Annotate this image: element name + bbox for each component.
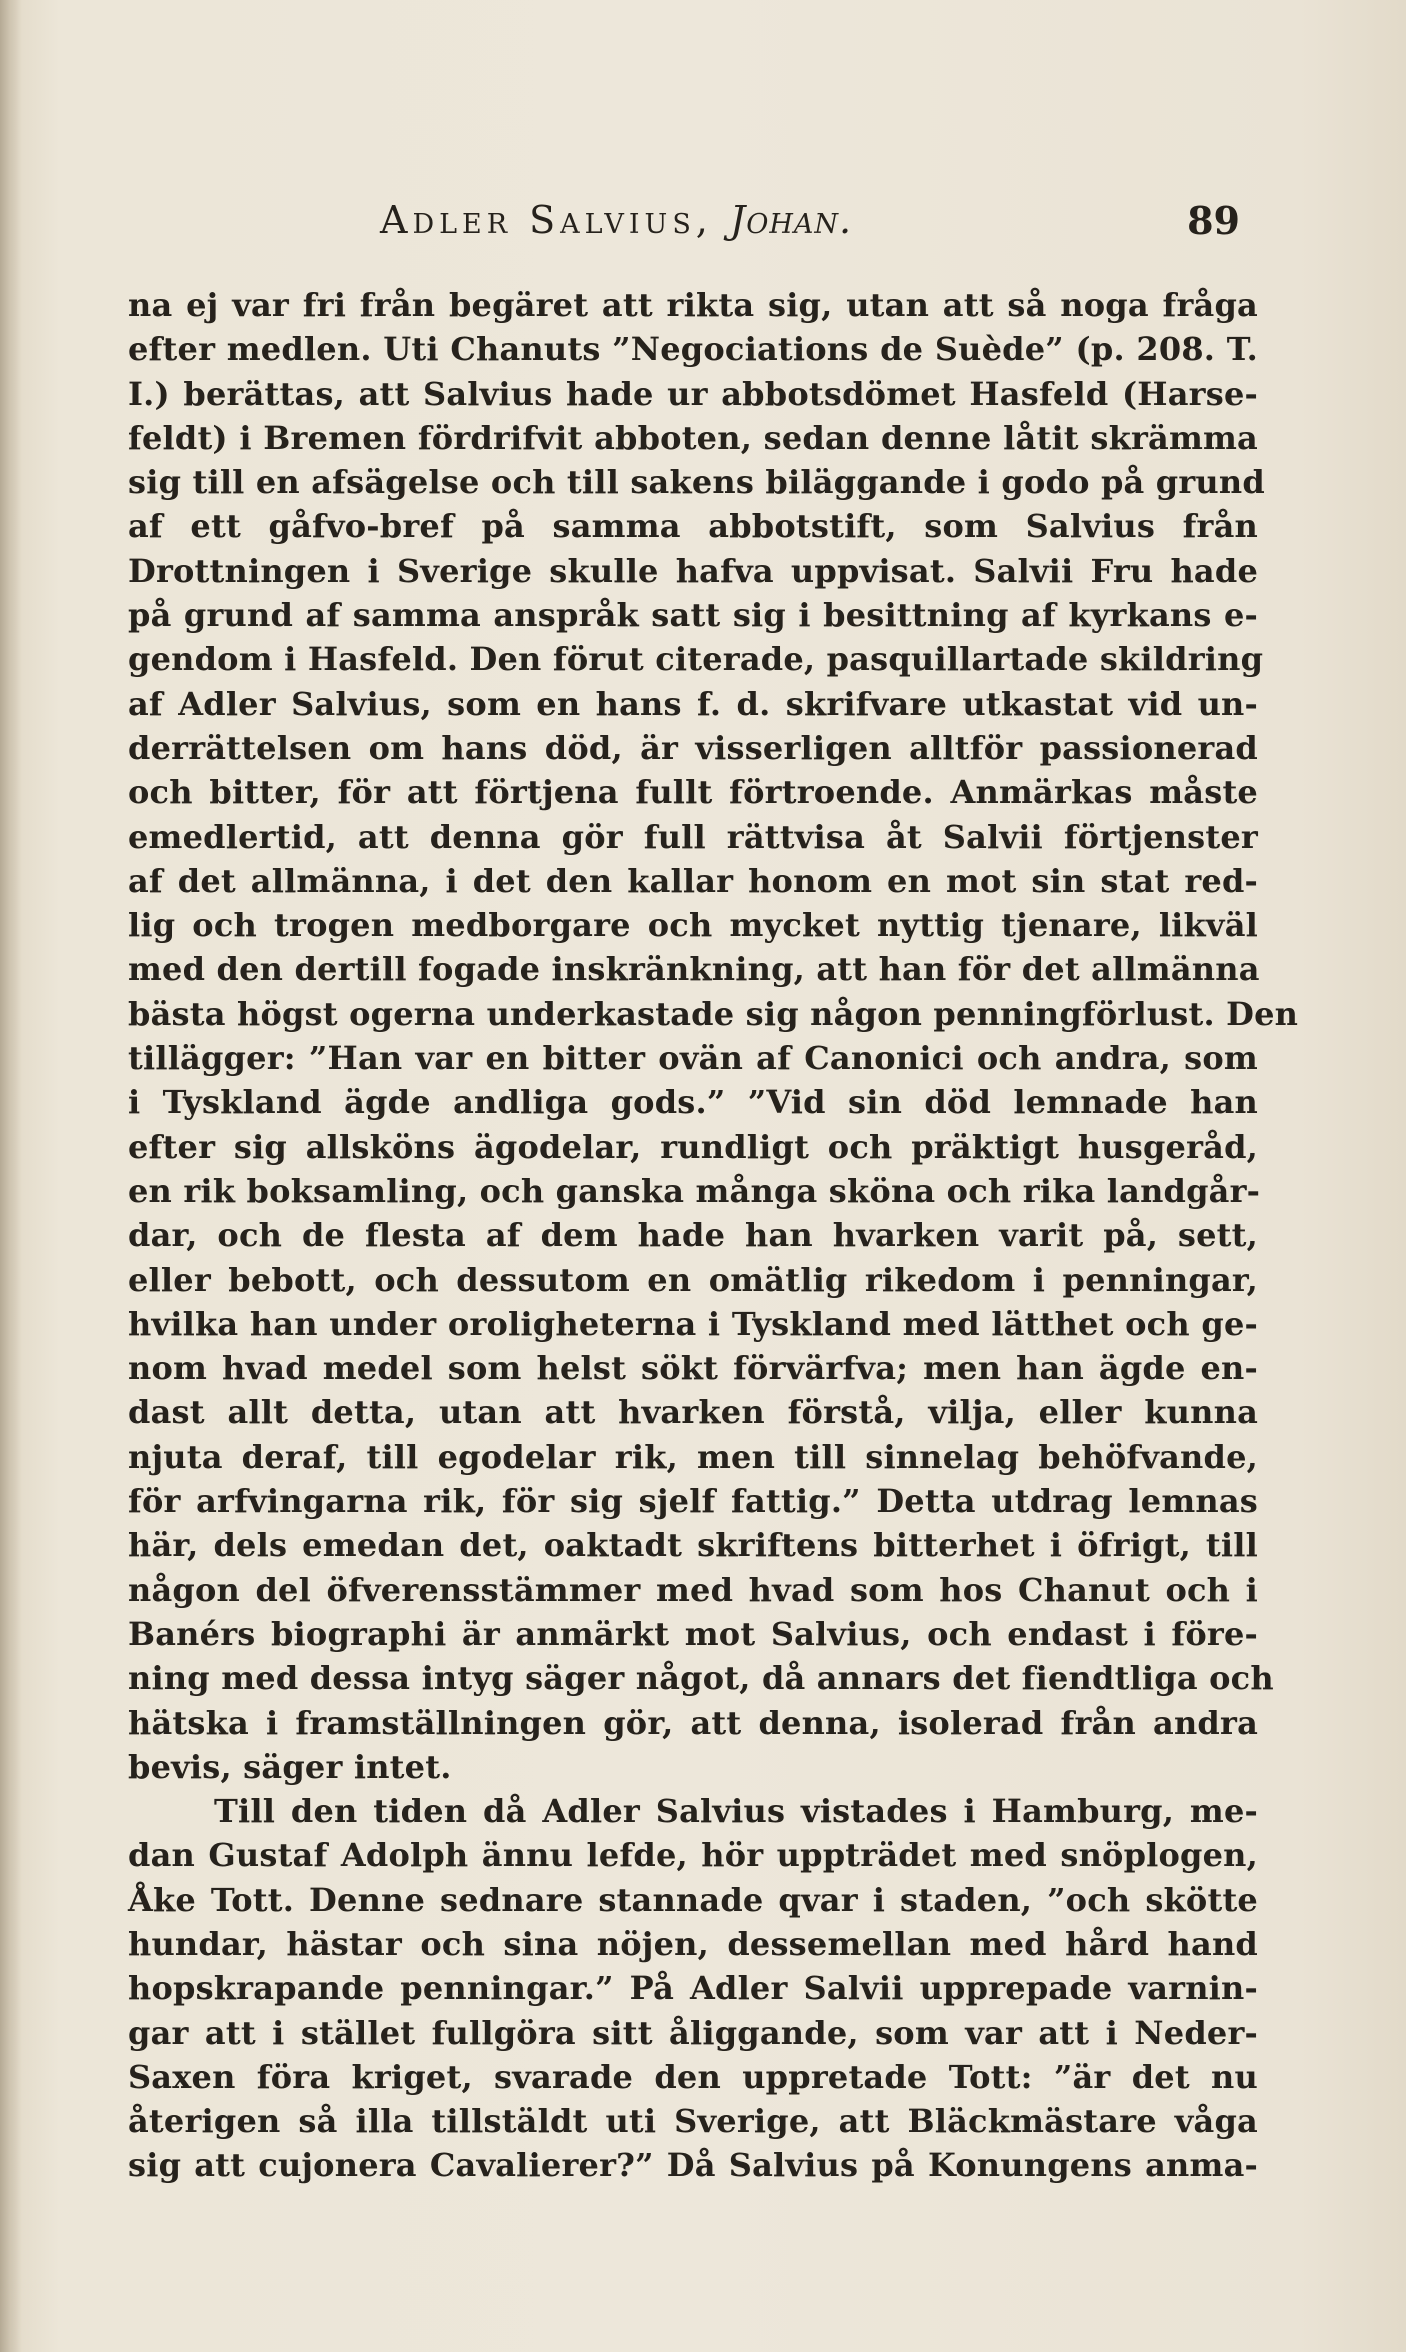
- text-line: bästa högst ogerna underkastade sig någon penningförlust. Den: [128, 994, 1299, 1033]
- page-number: 89: [1187, 198, 1240, 243]
- text-line: någon del öfverensstämmer med hvad som hos Chanut och i: [128, 1570, 1258, 1609]
- text-line: Åke Tott. Denne sednare stannade qvar i staden, ”och skötte: [128, 1880, 1258, 1919]
- text-line: ning med dessa intyg säger något, då annars det fiendtliga och: [128, 1659, 1274, 1698]
- text-line: tillägger: ”Han var en bitter ovän af Canonici och andra, som: [128, 1039, 1258, 1078]
- running-head-title: [380, 198, 852, 242]
- text-line: af det allmänna, i det den kallar honom en mot sin stat red-: [128, 861, 1258, 900]
- text-line: hätska i framställningen gör, att denna, isolerad från andra: [128, 1703, 1258, 1742]
- text-line: Banérs biographi är anmärkt mot Salvius, och endast i före-: [128, 1614, 1258, 1653]
- body-text: [128, 283, 1299, 2188]
- text-line: sig att cujonera Cavalierer?” Då Salvius på Konungens anma-: [128, 2146, 1258, 2185]
- text-line: bevis, säger intet.: [128, 1747, 452, 1786]
- text-line: gendom i Hasfeld. Den förut citerade, pasquillartade skildring: [128, 640, 1264, 679]
- text-line: hundar, hästar och sina nöjen, dessemellan med hård hand: [128, 1924, 1258, 1963]
- text-line: njuta deraf, till egodelar rik, men till sinnelag behöfvande,: [128, 1437, 1258, 1476]
- text-line: na ej var fri från begäret att rikta sig, utan att så noga fråga: [128, 286, 1258, 324]
- text-line: af ett gåfvo-bref på samma abbotstift, som Salvius från: [128, 507, 1258, 546]
- text-line: dan Gustaf Adolph ännu lefde, hör uppträdet med snöplogen,: [128, 1836, 1258, 1875]
- text-line: emedlertid, att denna gör full rättvisa åt Salvii förtjenster: [128, 817, 1258, 856]
- text-line: återigen så illa tillstäldt uti Sverige, att Bläckmästare våga: [128, 2102, 1258, 2141]
- text-line: I.) berättas, att Salvius hade ur abbotsdömet Hasfeld (Harse-: [128, 374, 1258, 413]
- text-line: på grund af samma anspråk satt sig i besittning af kyrkans e-: [128, 596, 1258, 635]
- text-line: här, dels emedan det, oaktadt skriftens bitterhet i öfrigt, till: [128, 1526, 1258, 1565]
- text-line: en rik boksamling, och ganska många sköna och rika landgår-: [128, 1171, 1261, 1210]
- text-line: i Tyskland ägde andliga gods.” ”Vid sin död lemnade han: [128, 1083, 1258, 1122]
- text-line: eller bebott, och dessutom en omätlig rikedom i penningar,: [128, 1260, 1258, 1299]
- text-line: lig och trogen medborgare och mycket nyttig tjenare, likväl: [128, 906, 1258, 945]
- running-head-author: Adler Salvius,: [380, 198, 713, 242]
- text-line: sig till en afsägelse och till sakens biläggande i godo på grund: [128, 463, 1265, 502]
- page-gutter-shadow: [0, 0, 22, 2352]
- text-line: af Adler Salvius, som en hans f. d. skrifvare utkastat vid un-: [128, 684, 1258, 723]
- text-line: för arfvingarna rik, för sig sjelf fattig.” Detta utdrag lemnas: [128, 1482, 1258, 1521]
- text-line: Saxen föra kriget, svarade den uppretade Tott: ”är det nu: [128, 2057, 1258, 2096]
- text-line: hopskrapande penningar.” På Adler Salvii upprepade varnin-: [128, 1969, 1258, 2008]
- text-line: Drottningen i Sverige skulle hafva uppvisat. Salvii Fru hade: [128, 551, 1258, 590]
- text-line: med den dertill fogade inskränkning, att han för det allmänna: [128, 950, 1260, 989]
- text-line: gar att i stället fullgöra sitt åliggande, som var att i Neder-: [128, 2013, 1258, 2052]
- text-line: efter medlen. Uti Chanuts ”Negociations de Suède” (p. 208. T.: [128, 330, 1258, 369]
- text-line: feldt) i Bremen fördrifvit abboten, sedan denne låtit skrämma: [128, 418, 1258, 457]
- running-header: [380, 198, 1240, 250]
- text-line: derrättelsen om hans död, är visserligen alltför passionerad: [128, 728, 1258, 767]
- text-line: hvilka han under oroligheterna i Tyskland med lätthet och ge-: [128, 1304, 1258, 1343]
- text-line: efter sig allsköns ägodelar, rundligt och präktigt husgeråd,: [128, 1127, 1258, 1166]
- text-line: dar, och de flesta af dem hade han hvarken varit på, sett,: [128, 1216, 1258, 1255]
- text-line: dast allt detta, utan att hvarken förstå, vilja, eller kunna: [128, 1393, 1258, 1432]
- text-line: Till den tiden då Adler Salvius vistades i Hamburg, me-: [214, 1792, 1258, 1831]
- text-line: nom hvad medel som helst sökt förvärfva; men han ägde en-: [128, 1349, 1258, 1388]
- running-head-given-name: Johan.: [729, 198, 853, 242]
- text-line: och bitter, för att förtjena fullt förtroende. Anmärkas måste: [128, 773, 1258, 812]
